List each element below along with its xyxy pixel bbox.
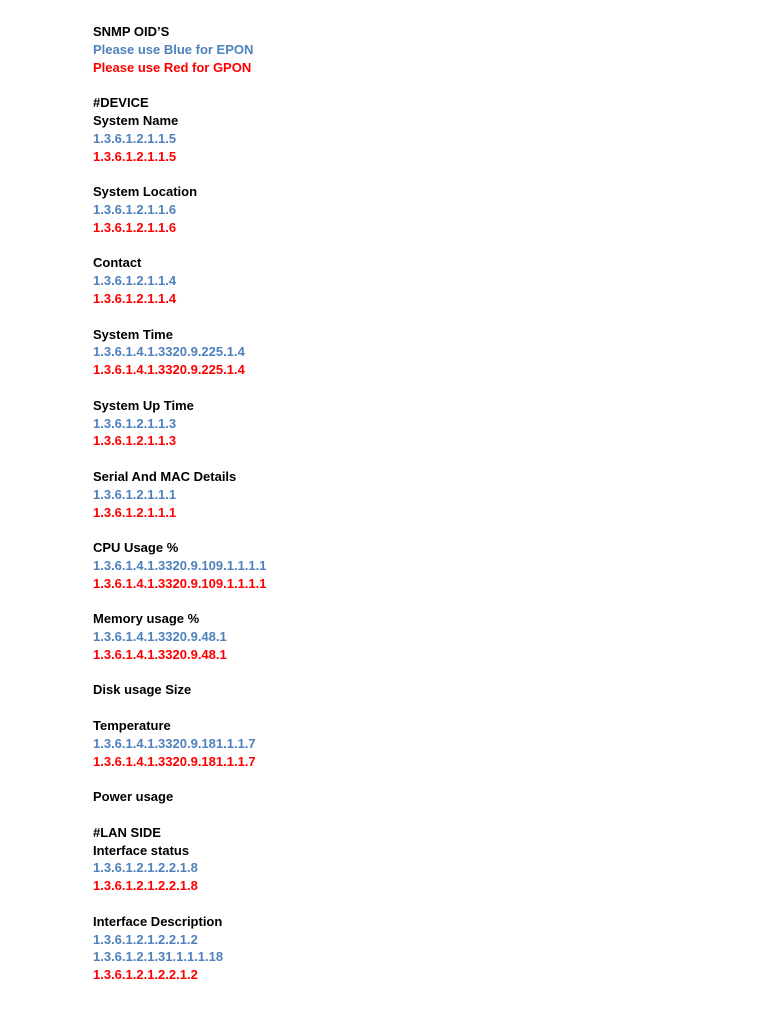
- epon-oid-system-location: 1.3.6.1.2.1.1.6: [93, 201, 177, 217]
- gpon-color-note: Please use Red for GPON: [93, 59, 252, 75]
- gpon-oid-system-up-time: 1.3.6.1.2.1.1.3: [93, 433, 177, 449]
- oid-label-system-name: System Name: [93, 112, 179, 128]
- oid-label-system-location: System Location: [93, 184, 198, 200]
- gpon-oid-system-location: 1.3.6.1.2.1.1.6: [93, 219, 177, 235]
- spacer: [93, 450, 733, 468]
- oid-label-system-time: System Time: [93, 326, 173, 342]
- epon-oid-system-name: 1.3.6.1.2.1.1.5: [93, 130, 177, 146]
- spacer: [93, 379, 733, 397]
- spacer: [93, 664, 733, 682]
- spacer: [93, 593, 733, 611]
- epon-oid-interface-status: 1.3.6.1.2.1.2.2.1.8: [93, 860, 198, 876]
- gpon-oid-temperature: 1.3.6.1.4.1.3320.9.181.1.1.7: [93, 753, 256, 769]
- spacer: [93, 76, 733, 94]
- oid-label-contact: Contact: [93, 255, 142, 271]
- lan-section-heading: #LAN SIDE: [93, 824, 161, 840]
- gpon-oid-system-time: 1.3.6.1.4.1.3320.9.225.1.4: [93, 362, 245, 378]
- device-section-heading: #DEVICE: [93, 95, 149, 111]
- epon-oid-interface-description: 1.3.6.1.2.1.2.2.1.2: [93, 931, 198, 947]
- oid-label-disk-usage: Disk usage Size: [93, 682, 192, 698]
- spacer: [93, 895, 733, 913]
- oid-label-serial-mac: Serial And MAC Details: [93, 468, 237, 484]
- oid-label-memory-usage: Memory usage %: [93, 611, 200, 627]
- document-title: SNMP OID’S: [93, 24, 170, 39]
- gpon-oid-serial-mac: 1.3.6.1.2.1.1.1: [93, 504, 177, 520]
- oid-label-cpu-usage: CPU Usage %: [93, 540, 179, 556]
- epon-oid-system-time: 1.3.6.1.4.1.3320.9.225.1.4: [93, 344, 245, 360]
- epon-oid-contact: 1.3.6.1.2.1.1.4: [93, 273, 177, 289]
- spacer: [93, 806, 733, 824]
- oid-label-interface-status: Interface status: [93, 842, 190, 858]
- spacer: [93, 237, 733, 255]
- oid-label-system-up-time: System Up Time: [93, 397, 194, 413]
- gpon-oid-memory-usage: 1.3.6.1.4.1.3320.9.48.1: [93, 646, 227, 662]
- oid-label-interface-description: Interface Description: [93, 913, 223, 929]
- document-page: [93, 23, 733, 984]
- gpon-oid-contact: 1.3.6.1.2.1.1.4: [93, 290, 177, 306]
- epon-oid-system-up-time: 1.3.6.1.2.1.1.3: [93, 415, 177, 431]
- epon-color-note: Please use Blue for EPON: [93, 41, 254, 57]
- epon-oid-cpu-usage: 1.3.6.1.4.1.3320.9.109.1.1.1.1: [93, 557, 267, 573]
- epon-oid-serial-mac: 1.3.6.1.2.1.1.1: [93, 486, 177, 502]
- oid-label-power-usage: Power usage: [93, 789, 174, 805]
- gpon-oid-cpu-usage: 1.3.6.1.4.1.3320.9.109.1.1.1.1: [93, 575, 267, 591]
- gpon-oid-interface-description: 1.3.6.1.2.1.2.2.1.2: [93, 967, 198, 983]
- gpon-oid-system-name: 1.3.6.1.2.1.1.5: [93, 148, 177, 164]
- oid-label-temperature: Temperature: [93, 718, 171, 734]
- gpon-oid-interface-status: 1.3.6.1.2.1.2.2.1.8: [93, 878, 198, 894]
- spacer: [93, 770, 733, 788]
- epon-oid-interface-alias: 1.3.6.1.2.1.31.1.1.1.18: [93, 949, 224, 965]
- spacer: [93, 699, 733, 717]
- spacer: [93, 521, 733, 539]
- spacer: [93, 165, 733, 183]
- epon-oid-temperature: 1.3.6.1.4.1.3320.9.181.1.1.7: [93, 735, 256, 751]
- spacer: [93, 308, 733, 326]
- epon-oid-memory-usage: 1.3.6.1.4.1.3320.9.48.1: [93, 629, 227, 645]
